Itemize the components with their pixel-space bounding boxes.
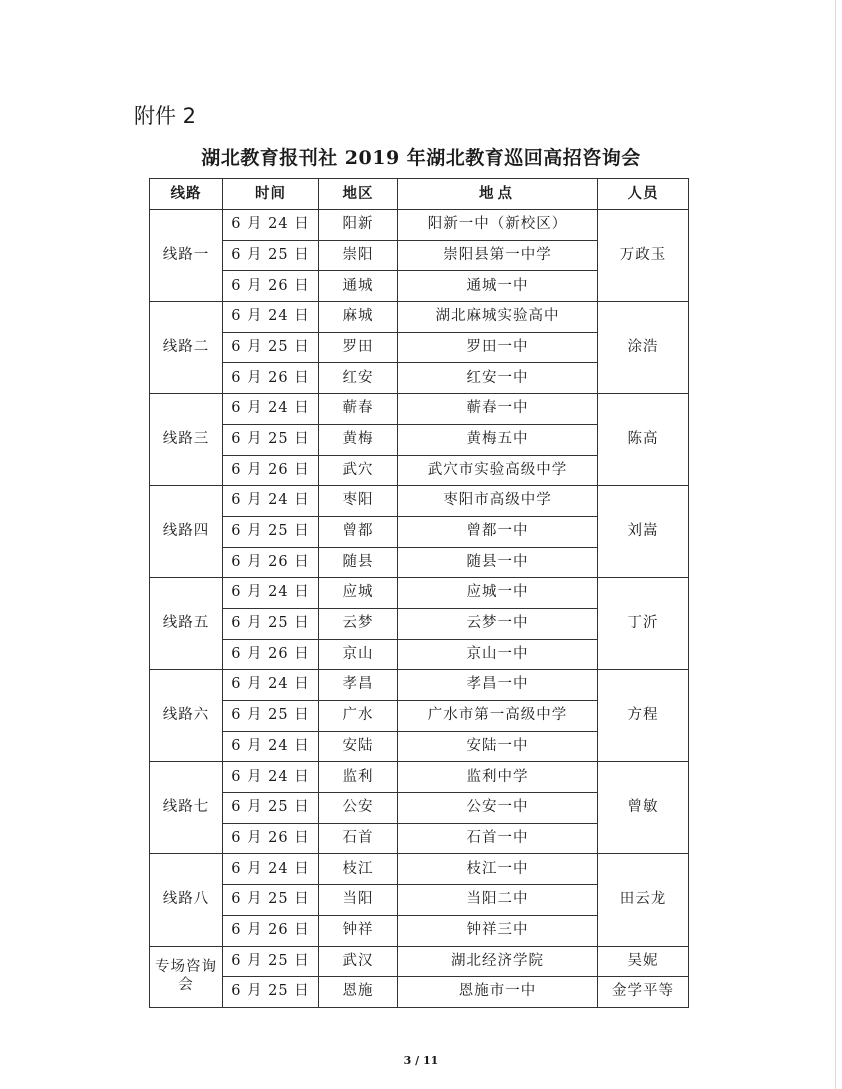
stop-venue: 红安一中	[398, 363, 598, 394]
table-row	[150, 394, 689, 425]
table-row	[150, 486, 689, 517]
stop-region: 麻城	[319, 302, 398, 333]
stop-date: 6 月 26 日	[223, 823, 319, 854]
stop-venue: 当阳二中	[398, 885, 598, 916]
stop-venue: 通城一中	[398, 271, 598, 302]
stop-venue: 随县一中	[398, 547, 598, 578]
table-row	[150, 210, 689, 241]
route-staff: 方程	[598, 670, 689, 762]
route-name: 线路四	[150, 486, 223, 578]
route-name: 线路一	[150, 210, 223, 302]
stop-region: 公安	[319, 793, 398, 824]
table-header-row	[150, 179, 689, 210]
stop-date: 6 月 24 日	[223, 578, 319, 609]
stop-region: 恩施	[319, 977, 398, 1008]
stop-date: 6 月 24 日	[223, 394, 319, 425]
stop-venue: 石首一中	[398, 823, 598, 854]
stop-region: 监利	[319, 762, 398, 793]
stop-date: 6 月 25 日	[223, 946, 319, 977]
table-row	[150, 946, 689, 977]
stop-staff: 金学平等	[598, 977, 689, 1008]
stop-venue: 曾都一中	[398, 516, 598, 547]
special-session-name: 专场咨询会	[150, 946, 223, 1007]
stop-date: 6 月 25 日	[223, 332, 319, 363]
route-staff: 万政玉	[598, 210, 689, 302]
stop-venue: 孝昌一中	[398, 670, 598, 701]
table-row	[150, 854, 689, 885]
stop-venue: 黄梅五中	[398, 424, 598, 455]
stop-region: 孝昌	[319, 670, 398, 701]
stop-region: 枝江	[319, 854, 398, 885]
page-number: 3 / 11	[403, 1054, 439, 1067]
stop-venue: 崇阳县第一中学	[398, 240, 598, 271]
stop-venue: 广水市第一高级中学	[398, 701, 598, 732]
stop-venue: 钟祥三中	[398, 915, 598, 946]
stop-venue: 监利中学	[398, 762, 598, 793]
route-name: 线路八	[150, 854, 223, 946]
route-name: 线路五	[150, 578, 223, 670]
stop-venue: 蕲春一中	[398, 394, 598, 425]
stop-date: 6 月 24 日	[223, 731, 319, 762]
stop-date: 6 月 25 日	[223, 516, 319, 547]
stop-staff: 吴妮	[598, 946, 689, 977]
stop-date: 6 月 24 日	[223, 854, 319, 885]
stop-date: 6 月 25 日	[223, 424, 319, 455]
stop-venue: 云梦一中	[398, 608, 598, 639]
column-header-region: 地区	[319, 179, 398, 210]
attachment-label: 附件 2	[134, 104, 197, 128]
stop-region: 阳新	[319, 210, 398, 241]
route-staff: 涂浩	[598, 302, 689, 394]
stop-date: 6 月 26 日	[223, 271, 319, 302]
table-row	[150, 670, 689, 701]
column-header-date: 时间	[223, 179, 319, 210]
stop-date: 6 月 24 日	[223, 302, 319, 333]
stop-venue: 枝江一中	[398, 854, 598, 885]
route-staff: 曾敏	[598, 762, 689, 854]
table-row	[150, 302, 689, 333]
stop-region: 广水	[319, 701, 398, 732]
stop-date: 6 月 25 日	[223, 701, 319, 732]
stop-region: 钟祥	[319, 915, 398, 946]
stop-venue: 枣阳市高级中学	[398, 486, 598, 517]
stop-venue: 阳新一中（新校区）	[398, 210, 598, 241]
stop-region: 当阳	[319, 885, 398, 916]
schedule-body	[150, 210, 689, 1008]
stop-venue: 湖北经济学院	[398, 946, 598, 977]
stop-date: 6 月 26 日	[223, 915, 319, 946]
stop-venue: 安陆一中	[398, 731, 598, 762]
stop-date: 6 月 25 日	[223, 885, 319, 916]
stop-region: 崇阳	[319, 240, 398, 271]
stop-date: 6 月 24 日	[223, 210, 319, 241]
stop-venue: 湖北麻城实验高中	[398, 302, 598, 333]
route-staff: 田云龙	[598, 854, 689, 946]
column-header-route: 线路	[150, 179, 223, 210]
stop-region: 武穴	[319, 455, 398, 486]
table-row	[150, 762, 689, 793]
stop-region: 罗田	[319, 332, 398, 363]
stop-date: 6 月 26 日	[223, 363, 319, 394]
stop-region: 应城	[319, 578, 398, 609]
column-header-venue: 地点	[398, 179, 598, 210]
stop-venue: 武穴市实验高级中学	[398, 455, 598, 486]
stop-date: 6 月 25 日	[223, 240, 319, 271]
stop-date: 6 月 25 日	[223, 793, 319, 824]
stop-region: 石首	[319, 823, 398, 854]
stop-venue: 罗田一中	[398, 332, 598, 363]
stop-date: 6 月 26 日	[223, 547, 319, 578]
stop-date: 6 月 24 日	[223, 670, 319, 701]
stop-region: 枣阳	[319, 486, 398, 517]
stop-venue: 公安一中	[398, 793, 598, 824]
stop-date: 6 月 26 日	[223, 639, 319, 670]
route-name: 线路二	[150, 302, 223, 394]
stop-region: 京山	[319, 639, 398, 670]
stop-region: 武汉	[319, 946, 398, 977]
stop-venue: 应城一中	[398, 578, 598, 609]
stop-region: 云梦	[319, 608, 398, 639]
stop-date: 6 月 26 日	[223, 455, 319, 486]
stop-region: 随县	[319, 547, 398, 578]
stop-date: 6 月 25 日	[223, 977, 319, 1008]
stop-venue: 恩施市一中	[398, 977, 598, 1008]
table-row	[150, 977, 689, 1008]
stop-venue: 京山一中	[398, 639, 598, 670]
route-staff: 刘嵩	[598, 486, 689, 578]
schedule-table	[149, 178, 689, 1008]
route-name: 线路七	[150, 762, 223, 854]
document-title: 湖北教育报刊社 2019 年湖北教育巡回高招咨询会	[201, 147, 641, 169]
column-header-staff: 人员	[598, 179, 689, 210]
stop-region: 曾都	[319, 516, 398, 547]
route-name: 线路三	[150, 394, 223, 486]
route-staff: 陈高	[598, 394, 689, 486]
table-row	[150, 578, 689, 609]
stop-region: 红安	[319, 363, 398, 394]
stop-region: 蕲春	[319, 394, 398, 425]
stop-date: 6 月 25 日	[223, 608, 319, 639]
stop-date: 6 月 24 日	[223, 486, 319, 517]
stop-region: 安陆	[319, 731, 398, 762]
route-name: 线路六	[150, 670, 223, 762]
stop-region: 黄梅	[319, 424, 398, 455]
stop-region: 通城	[319, 271, 398, 302]
route-staff: 丁沂	[598, 578, 689, 670]
stop-date: 6 月 24 日	[223, 762, 319, 793]
